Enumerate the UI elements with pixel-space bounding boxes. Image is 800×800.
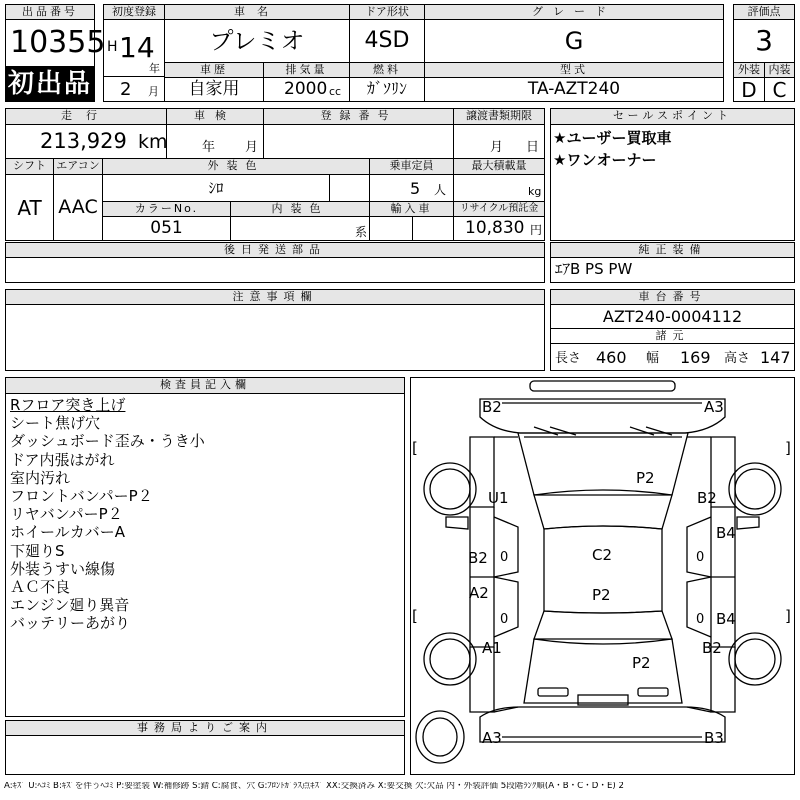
grade-label: グレード xyxy=(424,4,724,20)
width: 169 xyxy=(680,348,711,367)
mark-zero-left-front-door: 0 xyxy=(500,550,509,565)
mileage: 213,929 xyxy=(40,129,127,153)
mark-b2-left-front-door: B2 xyxy=(468,549,488,567)
inspection-year-unit: 年 xyxy=(202,140,216,155)
inspector-line: 室内汚れ xyxy=(10,468,71,487)
reg-year: 14 xyxy=(119,31,155,64)
import-box-b xyxy=(412,216,454,241)
equipment-label: 純正装備 xyxy=(550,242,795,258)
bracket-left-top: [ xyxy=(412,439,418,457)
model-code-label: 型式 xyxy=(424,62,724,78)
height: 147 xyxy=(760,348,791,367)
mark-b4-right-rear-door: B4 xyxy=(716,610,736,628)
color-extra-box xyxy=(329,174,370,202)
length-label: 長さ xyxy=(555,351,582,366)
year-unit: 年 xyxy=(149,62,160,75)
mark-c2-roof: C2 xyxy=(592,546,613,564)
score-label: 評価点 xyxy=(733,4,795,20)
spec-label: 諸元 xyxy=(550,328,795,344)
model-name: プレミオ xyxy=(209,27,305,55)
notes-label: 注意事項欄 xyxy=(5,289,545,305)
reg-no-label: 登録番号 xyxy=(263,108,454,125)
chassis-label: 車台番号 xyxy=(550,289,795,305)
bracket-right-top: ] xyxy=(785,439,791,457)
sales-points-label: セールスポイント xyxy=(550,108,795,125)
interior-color-unit: 系 xyxy=(355,225,368,239)
spec-box xyxy=(550,343,795,371)
bracket-left-bottom: [ xyxy=(412,607,418,625)
mark-a1-left-rear: A1 xyxy=(482,639,502,657)
parts-later-box xyxy=(5,257,545,283)
ac-label: エアコン xyxy=(53,158,103,175)
import-label: 輸入車 xyxy=(369,201,454,217)
displacement-label: 排気量 xyxy=(263,62,350,78)
reg-month: 2 xyxy=(120,79,132,100)
inspector-line: 外装うすい線傷 xyxy=(10,559,116,578)
inspector-line: エンジン廻り異音 xyxy=(10,596,130,615)
recycle-unit: 円 xyxy=(530,223,543,237)
inspection-label: 車検 xyxy=(166,108,264,125)
capacity-unit: 人 xyxy=(434,183,447,197)
bracket-right-bottom: ] xyxy=(785,607,791,625)
ac: AAC xyxy=(58,196,98,218)
color-label: 外装色 xyxy=(102,158,370,175)
transfer-day-unit: 日 xyxy=(526,140,540,155)
shift: AT xyxy=(17,196,42,220)
inspector-line: ホイールカバーA xyxy=(10,523,125,542)
color-no-label: カラーNo. xyxy=(102,201,231,217)
displacement-unit: cc xyxy=(329,85,342,98)
max-load-label: 最大積載量 xyxy=(453,158,545,175)
mileage-unit: km xyxy=(138,131,168,153)
mark-b3-rear-bumper: B3 xyxy=(704,729,724,747)
mark-u1-left: U1 xyxy=(488,489,509,507)
vehicle-diagram xyxy=(410,377,795,775)
car-outline xyxy=(410,377,795,775)
door-label: ドア形状 xyxy=(349,4,425,20)
model-code: TA-AZT240 xyxy=(527,79,621,99)
mileage-label: 走行 xyxy=(5,108,167,125)
inspector-line: ＡＣ不良 xyxy=(10,578,71,597)
score: 3 xyxy=(755,24,773,57)
chassis-no: AZT240-0004112 xyxy=(602,307,743,326)
office-label: 事務局よりご案内 xyxy=(5,720,405,736)
fuel-label: 燃料 xyxy=(349,62,425,78)
mark-b2-front-left: B2 xyxy=(482,398,502,416)
legend: A:ｷｽﾞ U:ﾍｺﾐ B:ｷｽﾞを伴うﾍｺﾐ P:要塗装 W:補修跡 S:錆 C:腐食、穴 G:ﾌﾛﾝﾄｶﾞﾗｽ点ｷｽﾞ XX:交換済み X:要交換 欠:欠品 内・外装評価 5段階ﾗﾝｸ順(A・B・C・D・E) 2 xyxy=(4,782,624,791)
equipment: ｴｱB PS PW xyxy=(555,260,633,278)
office-box xyxy=(5,735,405,775)
model-name-label: 車名 xyxy=(164,4,350,20)
mark-p2-hood: P2 xyxy=(636,469,655,487)
era: H xyxy=(107,39,118,55)
inspector-line: ドア内張はがれ xyxy=(10,450,115,469)
mark-zero-left-rear-door: 0 xyxy=(500,612,509,627)
fuel: ｶﾞｿﾘﾝ xyxy=(366,79,407,98)
history-label: 車歴 xyxy=(164,62,264,78)
mark-a3-rear-bumper: A3 xyxy=(482,729,502,747)
sales-point-1: ★ユーザー買取車 xyxy=(553,129,672,147)
mark-a3-front-right: A3 xyxy=(704,398,724,416)
door: 4SD xyxy=(364,28,410,53)
sales-point-2: ★ワンオーナー xyxy=(553,151,657,169)
color: ｼﾛ xyxy=(208,179,224,197)
shift-label: シフト xyxy=(5,158,54,175)
mark-zero-right-front-door: 0 xyxy=(696,550,705,565)
interior-label: 内装 xyxy=(764,62,795,78)
transfer-month-unit: 月 xyxy=(490,140,504,155)
month-unit: 月 xyxy=(148,85,159,98)
mark-zero-right-rear-door: 0 xyxy=(696,612,705,627)
import-box-a xyxy=(369,216,413,241)
capacity: 5 xyxy=(410,179,421,198)
inspector-line: シート焦げ穴 xyxy=(10,414,101,433)
inspector-list xyxy=(10,396,400,633)
max-load-unit: kg xyxy=(528,185,542,198)
grade: G xyxy=(564,27,584,55)
notes-box xyxy=(5,304,545,371)
width-label: 幅 xyxy=(646,351,660,366)
inspector-line: Rフロア突き上げ xyxy=(10,396,126,414)
mark-b2-right: B2 xyxy=(697,489,717,507)
mark-a2-left-rear-door: A2 xyxy=(469,584,489,602)
interior-color-box xyxy=(230,216,370,241)
inspector-line: 下廻りS xyxy=(10,541,65,560)
mark-p2-trunk: P2 xyxy=(632,654,651,672)
parts-later-label: 後日発送部品 xyxy=(5,242,545,258)
length: 460 xyxy=(596,348,627,367)
lot-no: 10355 xyxy=(10,25,106,60)
mark-b2-right-rear: B2 xyxy=(702,639,722,657)
recycle-label: リサイクル預託金 xyxy=(453,201,545,217)
inspector-line: リヤバンパーP２ xyxy=(10,505,123,524)
first-listing-badge: 初出品 xyxy=(5,66,95,102)
mark-p2-roof: P2 xyxy=(592,586,611,604)
displacement: 2000 xyxy=(284,79,328,99)
height-label: 高さ xyxy=(724,351,751,366)
history: 自家用 xyxy=(188,79,240,99)
inspector-line: バッテリーあがり xyxy=(10,614,131,633)
interior-grade: C xyxy=(772,78,787,102)
exterior-label: 外装 xyxy=(733,62,765,78)
first-reg-label: 初度登録 xyxy=(103,4,165,20)
interior-color-label: 内装色 xyxy=(230,201,370,217)
lot-no-label: 出品番号 xyxy=(5,4,95,20)
transfer-label: 譲渡書類期限 xyxy=(453,108,545,125)
capacity-label: 乗車定員 xyxy=(369,158,454,175)
mark-b4-right-front-door: B4 xyxy=(716,524,736,542)
reg-no-box xyxy=(263,124,454,159)
recycle: 10,830 xyxy=(465,218,525,238)
inspector-line: フロントバンパーP２ xyxy=(10,487,153,506)
inspector-label: 検査員記入欄 xyxy=(5,377,405,394)
color-no: 051 xyxy=(150,218,183,238)
inspector-line: ダッシュボード歪み・うき小 xyxy=(10,432,205,451)
exterior-grade: D xyxy=(741,78,757,102)
inspection-month-unit: 月 xyxy=(245,140,259,155)
